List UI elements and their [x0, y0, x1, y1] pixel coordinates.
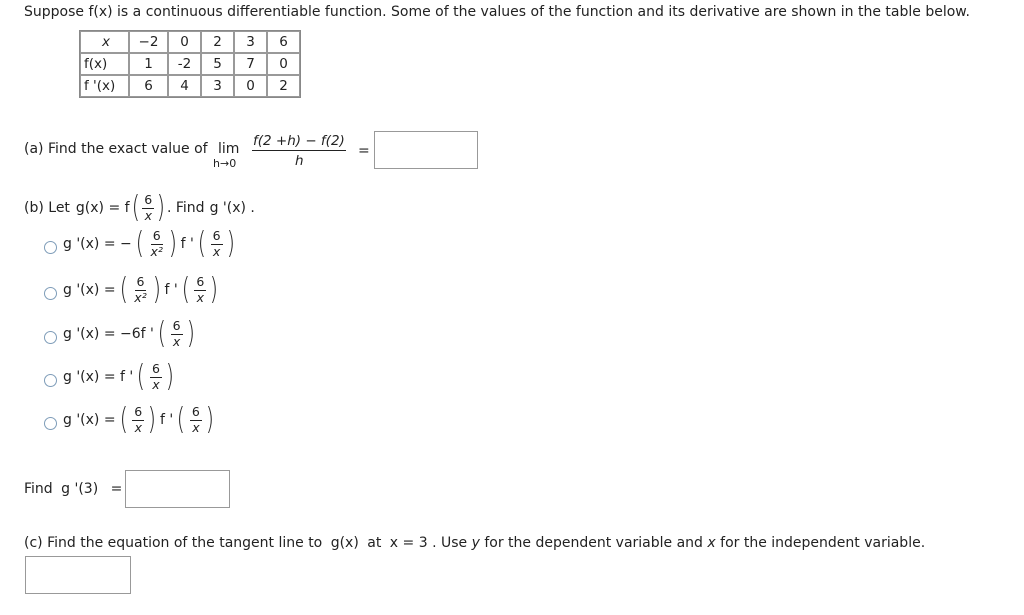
part-c-answer-input[interactable] — [25, 556, 131, 594]
denominator: x — [212, 243, 221, 259]
denominator: x² — [150, 243, 163, 259]
numerator: 6 — [191, 404, 200, 419]
part-a-prompt: (a) Find the exact value of — [24, 141, 208, 157]
option-lhs: g '(x) = — [63, 282, 116, 298]
option-lhs: g '(x) = − — [63, 236, 132, 252]
table-cell: −2 — [129, 31, 168, 53]
problem-intro: Suppose f(x) is a continuous differentiable function. Some of the values of the function and its derivative are shown in the table below. — [24, 4, 970, 20]
numerator: 6 — [152, 228, 161, 243]
option-lhs: g '(x) = −6f ' — [63, 326, 154, 342]
table-cell: 0 — [168, 31, 201, 53]
option-mid: f ' — [180, 236, 194, 252]
equals-sign: = — [358, 143, 370, 159]
table-cell: 6 — [129, 75, 168, 97]
part-c-mid2: for the dependent variable and — [484, 535, 703, 551]
fraction — [142, 194, 154, 222]
limit-operator: lim — [218, 141, 240, 157]
fraction — [190, 406, 202, 434]
part-a-answer-input[interactable] — [374, 131, 478, 169]
part-c-text: (c) Find the equation of the tangent line to — [24, 535, 323, 551]
denominator: x — [144, 207, 152, 223]
part-c-prompt — [24, 535, 925, 551]
table-header-fpx: f '(x) — [80, 75, 129, 97]
numerator: 6 — [212, 228, 221, 243]
table-row-fx — [80, 53, 300, 75]
part-c-end: for the independent variable. — [720, 535, 926, 551]
option-mid: f ' — [164, 282, 178, 298]
part-b-suffix: . Find — [166, 200, 205, 216]
difference-quotient-numerator: f(2 +h) − f(2) — [253, 133, 345, 149]
left-paren: ( — [181, 272, 190, 307]
option-3-radio[interactable] — [44, 331, 57, 344]
table-cell: 3 — [234, 31, 267, 53]
numerator: 6 — [134, 404, 143, 419]
right-paren: ) — [148, 402, 157, 437]
numerator: 6 — [196, 274, 205, 289]
part-c-y: y — [471, 535, 480, 551]
limit-subscript: h→0 — [213, 157, 237, 170]
left-paren: ( — [176, 402, 186, 437]
part-c-gx: g(x) — [330, 535, 359, 551]
difference-quotient-denominator: h — [295, 153, 304, 169]
left-paren: ( — [119, 402, 128, 437]
denominator: x — [196, 289, 205, 305]
fraction — [148, 230, 164, 258]
table-cell: 5 — [201, 53, 234, 75]
right-paren: ) — [168, 226, 177, 261]
left-paren: ( — [119, 272, 128, 307]
g3-answer-input[interactable] — [125, 470, 230, 508]
left-paren: ( — [135, 226, 144, 261]
denominator: x — [134, 419, 142, 435]
left-paren: ( — [131, 190, 140, 225]
numerator: 6 — [144, 192, 153, 207]
part-c-x: x — [707, 535, 716, 551]
option-lhs: g '(x) = f ' — [63, 369, 134, 385]
part-c-at: at — [367, 535, 382, 551]
table-cell: 3 — [201, 75, 234, 97]
g-definition: g(x) = f — [75, 200, 130, 216]
g3-label: g '(3) — [61, 481, 99, 497]
option-lhs: g '(x) = — [63, 412, 116, 428]
table-cell: 0 — [267, 53, 300, 75]
table-cell: -2 — [168, 53, 201, 75]
option-3-formula — [63, 316, 198, 351]
table-header-x: x — [80, 31, 129, 53]
option-2-formula — [63, 272, 222, 307]
table-cell: 2 — [201, 31, 234, 53]
numerator: 6 — [172, 318, 181, 333]
part-c-mid: . Use — [432, 535, 468, 551]
fraction — [211, 230, 223, 258]
fraction — [171, 320, 183, 348]
right-paren: ) — [152, 272, 161, 307]
part-c-xeq: x = 3 — [389, 535, 428, 551]
numerator: 6 — [136, 274, 145, 289]
part-b-prompt — [24, 190, 255, 225]
table-row-x — [80, 31, 300, 53]
find-g3-prompt — [24, 481, 122, 497]
right-paren: ) — [165, 359, 174, 394]
table-header-fx: f(x) — [80, 53, 129, 75]
left-paren: ( — [197, 226, 206, 261]
denominator: x² — [134, 289, 147, 305]
right-paren: ) — [186, 316, 195, 351]
option-5-radio[interactable] — [44, 417, 57, 430]
table-cell: 0 — [234, 75, 267, 97]
option-1-formula — [63, 226, 238, 261]
table-row-fpx — [80, 75, 300, 97]
numerator: 6 — [151, 361, 160, 376]
right-paren: ) — [157, 190, 166, 225]
table-cell: 7 — [234, 53, 267, 75]
option-1-radio[interactable] — [44, 241, 57, 254]
right-paren: ) — [210, 272, 219, 307]
table-cell: 6 — [267, 31, 300, 53]
denominator: x — [172, 333, 181, 349]
denominator: x — [192, 419, 200, 435]
right-paren: ) — [226, 226, 235, 261]
denominator: x — [152, 376, 160, 392]
part-b-label: (b) Let — [24, 200, 70, 216]
fraction — [194, 276, 206, 304]
find-label: Find — [24, 481, 53, 497]
option-4-radio[interactable] — [44, 374, 57, 387]
values-table — [79, 30, 301, 98]
left-paren: ( — [137, 359, 146, 394]
equals-sign: = — [110, 481, 123, 497]
part-b-find: g '(x) . — [209, 200, 255, 216]
fraction — [132, 276, 148, 304]
table-cell: 4 — [168, 75, 201, 97]
table-cell: 1 — [129, 53, 168, 75]
fraction — [150, 363, 162, 391]
right-paren: ) — [205, 402, 214, 437]
left-paren: ( — [157, 316, 166, 351]
option-4-formula — [63, 359, 178, 394]
table-cell: 2 — [267, 75, 300, 97]
option-mid: f ' — [159, 412, 174, 428]
fraction — [132, 406, 144, 434]
option-2-radio[interactable] — [44, 287, 57, 300]
option-5-formula — [63, 402, 218, 437]
